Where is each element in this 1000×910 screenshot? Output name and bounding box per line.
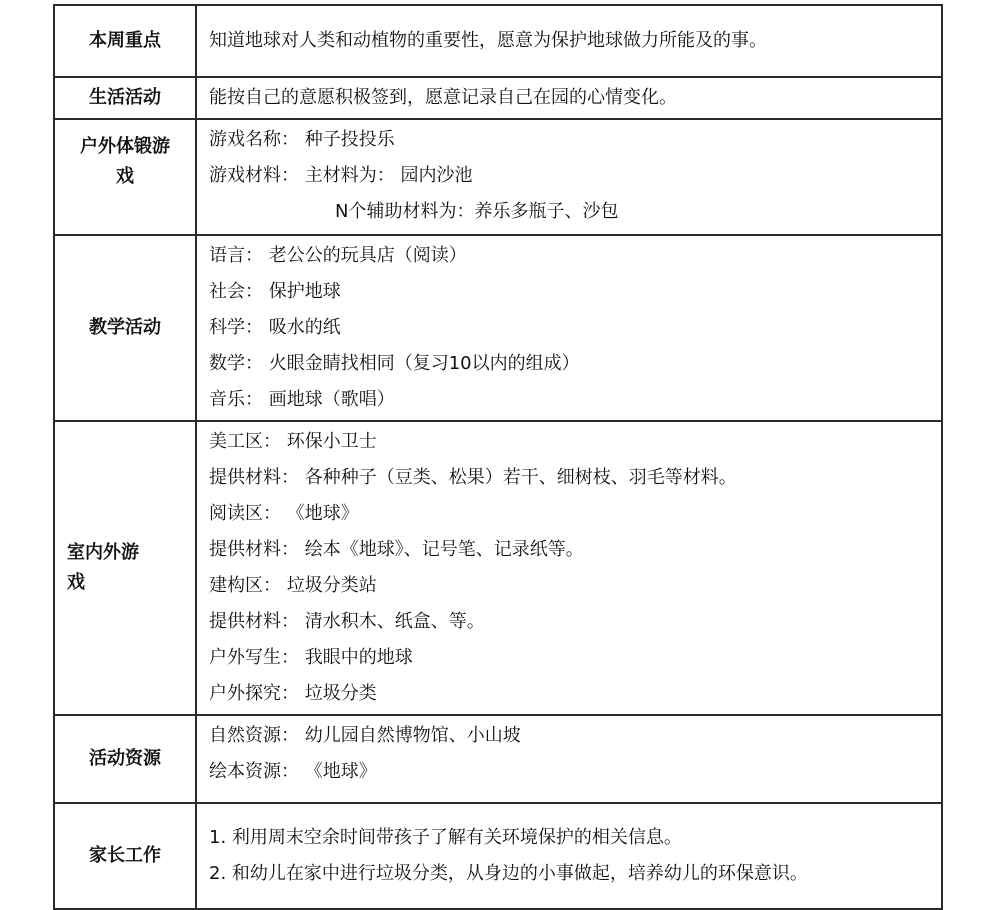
row-games	[54, 421, 942, 715]
games-line: 美工区： 环保小卫士	[209, 431, 377, 452]
resources-line: 自然资源： 幼儿园自然博物馆、小山坡	[209, 725, 521, 746]
parents-line: 1. 利用周末空余时间带孩子了解有关环境保护的相关信息。	[209, 827, 682, 848]
teaching-line: 社会： 保护地球	[209, 281, 341, 302]
weekly-plan-table	[53, 4, 943, 910]
parents-line: 2. 和幼儿在家中进行垃圾分类，从身边的小事做起，培养幼儿的环保意识。	[209, 863, 808, 884]
content-parents	[196, 803, 942, 909]
focus-text: 知道地球对人类和动植物的重要性，愿意为保护地球做力所能及的事。	[209, 30, 767, 51]
label-teaching: 教学活动	[54, 235, 196, 421]
content-outdoor	[196, 119, 942, 235]
teaching-line: 数学： 火眼金睛找相同（复习10以内的组成）	[209, 353, 580, 374]
content-focus	[196, 5, 942, 77]
life-text: 能按自己的意愿积极签到，愿意记录自己在园的心情变化。	[209, 87, 677, 108]
resources-line: 绘本资源： 《地球》	[209, 761, 377, 782]
label-outdoor: 户外体锻游戏	[54, 119, 196, 235]
teaching-line: 音乐： 画地球（歌唱）	[209, 389, 395, 410]
row-focus	[54, 5, 942, 77]
row-outdoor	[54, 119, 942, 235]
content-teaching	[196, 235, 942, 421]
games-line: 户外探究： 垃圾分类	[209, 683, 377, 704]
row-parents	[54, 803, 942, 909]
games-line: 建构区： 垃圾分类站	[209, 575, 377, 596]
content-life	[196, 77, 942, 119]
outdoor-line: 游戏名称： 种子投投乐	[209, 129, 395, 150]
row-teaching	[54, 235, 942, 421]
outdoor-line: N个辅助材料为：养乐多瓶子、沙包	[335, 201, 619, 222]
games-line: 提供材料： 各种种子（豆类、松果）若干、细树枝、羽毛等材料。	[209, 467, 737, 488]
games-line: 阅读区： 《地球》	[209, 503, 359, 524]
teaching-line: 科学： 吸水的纸	[209, 317, 341, 338]
content-resources	[196, 715, 942, 803]
teaching-line: 语言： 老公公的玩具店（阅读）	[209, 245, 467, 266]
label-focus: 本周重点	[54, 5, 196, 77]
label-resources: 活动资源	[54, 715, 196, 803]
label-life: 生活活动	[54, 77, 196, 119]
label-parents: 家长工作	[54, 803, 196, 909]
games-line: 提供材料： 清水积木、纸盒、等。	[209, 611, 485, 632]
content-games	[196, 421, 942, 715]
games-line: 提供材料： 绘本《地球》、记号笔、记录纸等。	[209, 539, 584, 560]
outdoor-line: 游戏材料： 主材料为： 园内沙池	[209, 165, 473, 186]
row-life	[54, 77, 942, 119]
games-line: 户外写生： 我眼中的地球	[209, 647, 413, 668]
label-games: 室内外游戏	[54, 421, 196, 715]
row-resources	[54, 715, 942, 803]
